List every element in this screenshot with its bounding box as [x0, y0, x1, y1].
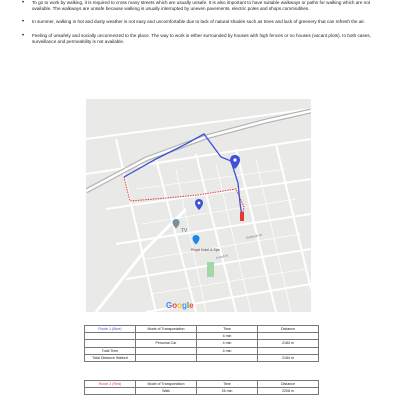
bullet-item	[20, 33, 382, 45]
table-cell: Distance	[258, 326, 319, 333]
park-shape	[207, 262, 214, 277]
table-cell	[85, 333, 136, 340]
table-cell: Mode of Transportation	[136, 381, 197, 388]
table-row	[85, 354, 319, 361]
table-cell: Time	[197, 381, 258, 388]
table-cell: 2208 m	[258, 388, 319, 395]
pin-icon[interactable]	[195, 199, 203, 210]
table-cell: Route 1 (Blue)	[85, 326, 136, 333]
destination-marker	[240, 212, 244, 221]
bullet-dot: •	[22, 0, 25, 6]
table-cell: 4 min	[197, 340, 258, 347]
table-cell: Total Time	[85, 347, 136, 354]
route2-table	[84, 380, 319, 395]
table-cell	[136, 354, 197, 361]
bullet-item	[20, 0, 382, 12]
google-logo: Google	[166, 301, 194, 310]
table-cell: Personal Car	[136, 340, 197, 347]
table-row	[85, 381, 319, 388]
table-row	[85, 347, 319, 354]
street-label: Al Nafi St	[215, 253, 229, 260]
table-cell	[85, 388, 136, 395]
table-cell: Route 2 (Red)	[85, 381, 136, 388]
bullet-item	[20, 19, 382, 25]
table-cell: 2184 m	[258, 354, 319, 361]
table-cell: Distance	[258, 381, 319, 388]
place-label-tv: TV	[181, 228, 188, 234]
table-cell: Mode of Transportation	[136, 326, 197, 333]
table-cell	[258, 333, 319, 340]
place-label-hotel: Royal Hotel & Spa	[191, 248, 220, 252]
bullet-dot: •	[22, 19, 25, 26]
table-cell	[136, 333, 197, 340]
route-map[interactable]	[86, 99, 311, 312]
street-label: Shalhoub St	[245, 232, 263, 240]
bullet-list	[20, 0, 382, 52]
bullet-text: To go to work by walking, it is required to cross many streets which are usually unsafe. It is also important to have suitable walkways or paths for walking which are not available. The walkways are unsafe because walking is usually interrupted by uneven pavements, electric poles and shops commodities.	[32, 0, 371, 12]
table-cell: Walk	[136, 388, 197, 395]
table-cell	[197, 354, 258, 361]
bullet-text: Feeling of unsafety and socially unconnected to the place. The way to work is either surrounded by houses with high fences or no houses (vacant plots). In both cases, surveillance and permeability is not available.	[32, 32, 371, 44]
pin-icon[interactable]	[230, 155, 240, 169]
table-cell	[136, 347, 197, 354]
table-cell	[85, 340, 136, 347]
bullet-text: In summer, walking in hot and dusty weather is not easy and uncomfortable due to lack of natural shades such as trees and lack of greenery that can refresh the air.	[32, 19, 365, 25]
table-cell: 4 min	[197, 347, 258, 354]
route1-table	[84, 325, 319, 362]
table-cell: Total Distance Walked	[85, 354, 136, 361]
table-cell	[258, 347, 319, 354]
table-row	[85, 333, 319, 340]
table-row	[85, 340, 319, 347]
table-cell: 2184 m	[258, 340, 319, 347]
table-row	[85, 326, 319, 333]
table-cell: 4 min	[197, 333, 258, 340]
table-cell: 26 min	[197, 388, 258, 395]
table-cell: Time	[197, 326, 258, 333]
table-row	[85, 388, 319, 395]
bullet-dot: •	[22, 32, 25, 39]
pin-icon[interactable]	[193, 235, 200, 245]
